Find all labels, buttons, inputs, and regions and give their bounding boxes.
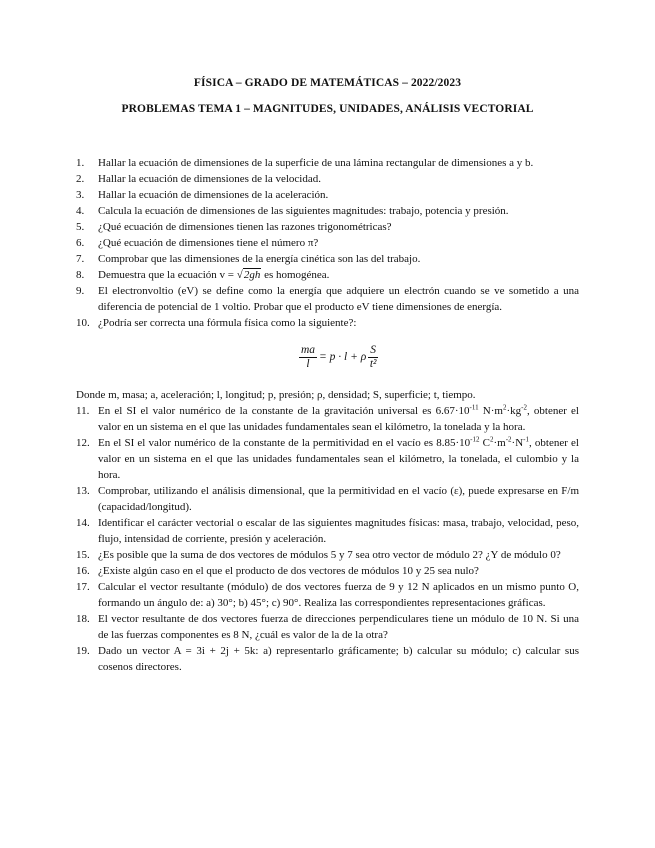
problem-item bbox=[76, 435, 579, 483]
problem-text: Demuestra que la ecuación v = √2gh es homogénea. bbox=[98, 269, 330, 281]
problem-text-part: N·m bbox=[478, 405, 503, 417]
problem-text-part: ·N bbox=[511, 437, 524, 449]
exponent: -12 bbox=[470, 435, 480, 444]
fraction-numerator: S bbox=[370, 343, 377, 356]
problem-text: ¿Qué ecuación de dimensiones tiene el número π? bbox=[98, 237, 319, 249]
problem-number: 3. bbox=[76, 189, 85, 201]
problem-number: 4. bbox=[76, 205, 85, 217]
problem-text bbox=[98, 403, 579, 435]
fraction-denominator: t² bbox=[369, 357, 377, 370]
problem-text: Hallar la ecuación de dimensiones de la superficie de una lámina rectangular de dimensiones a y b. bbox=[98, 157, 534, 169]
problem-item bbox=[76, 547, 579, 563]
problem-text-part: ·kg bbox=[506, 405, 522, 417]
formula-middle: = p · l + ρ bbox=[319, 351, 367, 363]
fraction-numerator: ma bbox=[300, 343, 316, 356]
problem-number: 13. bbox=[76, 485, 90, 497]
problem-item bbox=[76, 515, 579, 547]
problem-item bbox=[76, 251, 579, 267]
problem-number: 5. bbox=[76, 221, 85, 233]
fraction-lhs bbox=[299, 344, 317, 371]
problem-item bbox=[76, 315, 579, 403]
problem-text: ¿Podría ser correcta una fórmula física como la siguiente?: bbox=[98, 317, 357, 329]
document-title: FÍSICA – GRADO DE MATEMÁTICAS – 2022/2023 bbox=[193, 77, 462, 89]
problem-item bbox=[76, 203, 579, 219]
sqrt-expression: 2gh bbox=[243, 269, 261, 281]
problem-number: 7. bbox=[76, 253, 85, 265]
problem-text: Hallar la ecuación de dimensiones de la aceleración. bbox=[98, 189, 329, 201]
problem-number: 15. bbox=[76, 549, 90, 561]
problem-item bbox=[76, 579, 579, 611]
problem-item bbox=[76, 219, 579, 235]
problem-list bbox=[76, 155, 579, 675]
problem-text-part: es homogénea. bbox=[261, 269, 330, 281]
problem-number: 17. bbox=[76, 581, 90, 593]
exponent: -1 bbox=[523, 435, 529, 444]
problem-text: ¿Qué ecuación de dimensiones tienen las razones trigonométricas? bbox=[98, 221, 392, 233]
problem-text: Hallar la ecuación de dimensiones de la velocidad. bbox=[98, 173, 321, 185]
exponent: -2 bbox=[521, 403, 527, 412]
problem-text-part: En el SI el valor numérico de la constante de la permitividad en el vacío es 8.85·10 bbox=[98, 437, 471, 449]
problem-text-part: ·m bbox=[493, 437, 506, 449]
problem-number: 9. bbox=[76, 285, 85, 297]
problem-text-part: C bbox=[479, 437, 490, 449]
problem-text: ¿Existe algún caso en el que el producto de dos vectores de módulos 10 y 25 sea nulo? bbox=[98, 565, 479, 577]
problem-number: 8. bbox=[76, 269, 85, 281]
problem-text: Comprobar, utilizando el análisis dimensional, que la permitividad en el vacío (ε), puede expresarse en F/m (capacidad/longitud). bbox=[98, 485, 579, 513]
problem-text: Calcular el vector resultante (módulo) de dos vectores fuerza de 9 y 12 N aplicados en un mismo punto O, formando un ángulo de: a) 30°; b) 45°; c) 90°. Realiza las correspondientes representaciones gráficas. bbox=[98, 581, 579, 609]
problem-number: 19. bbox=[76, 645, 90, 657]
problem-text: Dado un vector A = 3i + 2j + 5k: a) representarlo gráficamente; b) calcular su módulo; c) calcular sus cosenos directores. bbox=[98, 645, 579, 673]
problem-text: Comprobar que las dimensiones de la energía cinética son las del trabajo. bbox=[98, 253, 421, 265]
problem-item bbox=[76, 563, 579, 579]
problem-item bbox=[76, 155, 579, 171]
problem-number: 18. bbox=[76, 613, 90, 625]
problem-number: 10. bbox=[76, 317, 90, 329]
problem-number: 14. bbox=[76, 517, 90, 529]
problem-number: 6. bbox=[76, 237, 85, 249]
problem-item bbox=[76, 403, 579, 435]
fraction-denominator: l bbox=[306, 357, 310, 370]
exponent: -11 bbox=[469, 403, 479, 412]
problem-item bbox=[76, 171, 579, 187]
problem-item bbox=[76, 483, 579, 515]
problem-item bbox=[76, 187, 579, 203]
problem-text: ¿Es posible que la suma de dos vectores de módulos 5 y 7 sea otro vector de módulo 2? ¿Y de módulo 0? bbox=[98, 549, 561, 561]
problem-number: 12. bbox=[76, 437, 90, 449]
fraction-rhs bbox=[368, 344, 378, 371]
problem-item bbox=[76, 283, 579, 315]
problem-item bbox=[76, 235, 579, 251]
problem-number: 11. bbox=[76, 405, 90, 417]
exponent: 2 bbox=[489, 435, 494, 444]
exponent: -2 bbox=[505, 435, 512, 444]
problem-number: 2. bbox=[76, 173, 85, 185]
problem-number: 16. bbox=[76, 565, 90, 577]
problem-text-part: Demuestra que la ecuación v = bbox=[98, 269, 237, 281]
problem-item bbox=[76, 267, 579, 283]
problem-item bbox=[76, 643, 579, 675]
problem-text: Calcula la ecuación de dimensiones de las siguientes magnitudes: trabajo, potencia y presión. bbox=[98, 205, 509, 217]
problem-number: 1. bbox=[76, 157, 85, 169]
problem-text: El vector resultante de dos vectores fuerza de direcciones perpendiculares tiene un módulo de 10 N. Si una de las fuerzas componentes es 8 N, ¿cuál es valor de la de la otra? bbox=[98, 613, 579, 641]
problem-item bbox=[76, 611, 579, 643]
exponent: 2 bbox=[502, 403, 507, 412]
document-subtitle: PROBLEMAS TEMA 1 – MAGNITUDES, UNIDADES, ANÁLISIS VECTORIAL bbox=[121, 103, 534, 115]
problem-text: El electronvoltio (eV) se define como la energía que adquiere un electrón cuando se ve sometido a una diferencia de potencial de 1 voltio. Probar que el producto eV tiene dimensiones de energía. bbox=[98, 285, 579, 313]
problem-text-part: , obtener el valor en un sistema en el que las unidades fundamentales sean el kilómetro, la tonelada, el culombio y la hora. bbox=[98, 437, 579, 481]
problem-text: Identificar el carácter vectorial o escalar de las siguientes magnitudes físicas: masa, trabajo, velocidad, peso, flujo, intensidad de corriente, presión y aceleración. bbox=[98, 517, 579, 545]
problem-text bbox=[98, 435, 579, 483]
formula bbox=[76, 337, 601, 377]
formula-legend: Donde m, masa; a, aceleración; l, longitud; p, presión; ρ, densidad; S, superficie; t, tiempo. bbox=[76, 389, 476, 401]
problem-text-part: , obtener el valor en un sistema en el que las unidades fundamentales sean el kilómetro, la tonelada y la hora. bbox=[98, 405, 579, 433]
problem-text-part: En el SI el valor numérico de la constante de la gravitación universal es 6.67·10 bbox=[98, 405, 470, 417]
